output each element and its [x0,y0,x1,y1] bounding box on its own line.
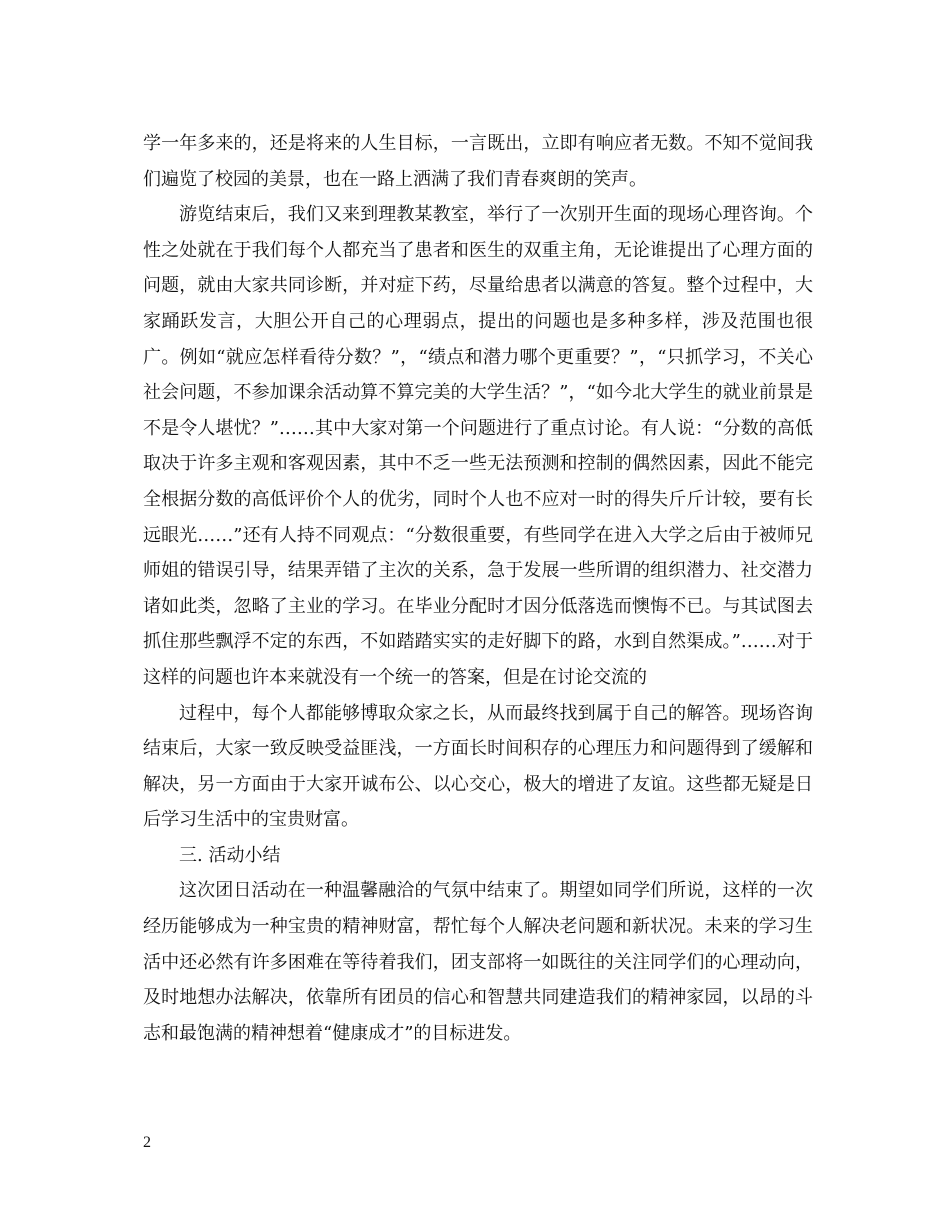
document-body [143,126,813,1051]
paragraph-3: 过程中，每个人都能够博取众家之长，从而最终找到属于自己的解答。现场咨询结束后，大家一致反映受益匪浅，一方面长时间积存的心理压力和问题得到了缓解和解决，另一方面由于大家开诚布公、以心交心，极大的增进了友谊。这些都无疑是日后学习生活中的宝贵财富。 [143,702,813,831]
section-heading-summary: 三. 活动小结 [179,844,281,866]
page-number: 2 [143,1134,151,1151]
paragraph-2: 游览结束后，我们又来到理教某教室，举行了一次别开生面的现场心理咨询。个性之处就在于我们每个人都充当了患者和医生的双重主角，无论谁提出了心理方面的问题，就由大家共同诊断，并对症下药，尽量给患者以满意的答复。整个过程中，大家踊跃发言，大胆公开自己的心理弱点，提出的问题也是多种多样，涉及范围也很广。例如“就应怎样看待分数？”，“绩点和潜力哪个更重要？”，“只抓学习，不关心社会问题，不参加课余活动算不算完美的大学生活？”，“如今北大学生的就业前景是不是令人堪忧？”……其中大家对第一个问题进行了重点讨论。有人说：“分数的高低取决于许多主观和客观因素，其中不乏一些无法预测和控制的偶然因素，因此不能完全根据分数的高低评价个人的优劣，同时个人也不应对一时的得失斤斤计较，要有长远眼光……”还有人持不同观点：“分数很重要，有些同学在进入大学之后由于被师兄师姐的错误引导，结果弄错了主次的关系，急于发展一些所谓的组织潜力、社交潜力诸如此类，忽略了主业的学习。在毕业分配时才因分低落选而懊悔不已。与其试图去抓住那些飘浮不定的东西，不如踏踏实实的走好脚下的路，水到自然渠成。”……对于这样的问题也许本来就没有一个统一的答案，但是在讨论交流的 [143,204,813,688]
paragraph-1: 学一年多来的，还是将来的人生目标，一言既出，立即有响应者无数。不知不觉间我们遍览了校园的美景，也在一路上洒满了我们青春爽朗的笑声。 [143,133,813,190]
paragraph-4: 这次团日活动在一种温馨融洽的气氛中结束了。期望如同学们所说，这样的一次经历能够成为一种宝贵的精神财富，帮忙每个人解决老问题和新状况。未来的学习生活中还必然有许多困难在等待着我们，团支部将一如既往的关注同学们的心理动向，及时地想办法解决，依靠所有团员的信心和智慧共同建造我们的精神家园，以昂的斗志和最饱满的精神想着“健康成才”的目标进发。 [143,880,813,1044]
